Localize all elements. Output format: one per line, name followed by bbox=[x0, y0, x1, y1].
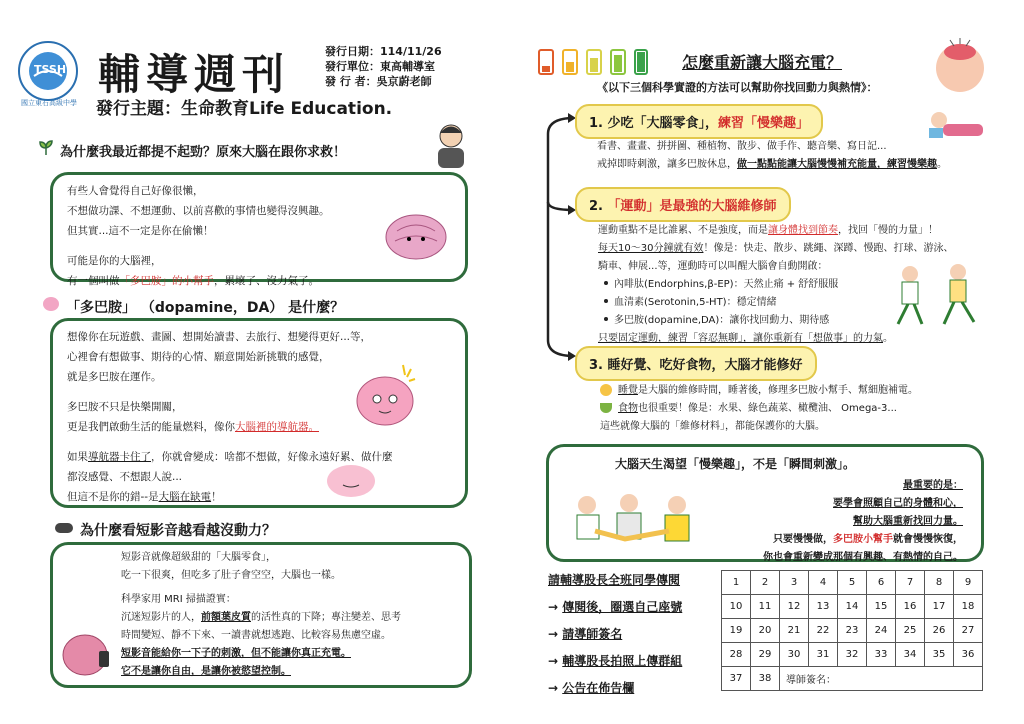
text: 運動重點不是比誰累、不是強度，而是 bbox=[598, 225, 768, 236]
text: 睡覺 bbox=[618, 385, 638, 396]
text: 的活性真的下降；專注變差、思考 bbox=[251, 612, 401, 623]
seat-cell[interactable]: 17 bbox=[925, 595, 954, 619]
gamepad-icon bbox=[54, 520, 74, 534]
seat-cell[interactable]: 22 bbox=[809, 619, 838, 643]
sleep-icon bbox=[600, 384, 612, 396]
grid-row bbox=[722, 571, 983, 595]
text: 請導師簽名 bbox=[562, 627, 623, 641]
seat-cell[interactable]: 2 bbox=[751, 571, 780, 595]
seat-cell[interactable]: 28 bbox=[722, 643, 751, 667]
text: 但這不是你的錯--是 bbox=[67, 491, 159, 503]
logo-bottom-text: 國立東石高級中學 bbox=[21, 99, 77, 107]
instruction-item bbox=[548, 675, 682, 702]
sec2-box bbox=[50, 318, 468, 508]
seat-cell[interactable]: 24 bbox=[867, 619, 896, 643]
text: 輔導股長拍照上傳群組 bbox=[562, 654, 683, 668]
sec1-line bbox=[67, 271, 330, 291]
text: 導航器卡住了 bbox=[88, 451, 151, 463]
seat-cell[interactable]: 38 bbox=[751, 667, 780, 691]
sec3-line: 吃一下很爽，但吃多了肚子會空空，大腦也一樣。 bbox=[121, 570, 341, 581]
seat-cell[interactable]: 20 bbox=[751, 619, 780, 643]
arrow-right-icon: → bbox=[548, 681, 559, 695]
school-logo bbox=[17, 40, 79, 107]
seat-cell[interactable]: 31 bbox=[809, 643, 838, 667]
sec1-line: 但其實...這不一定是你在偷懶！ bbox=[67, 225, 214, 237]
step3-line bbox=[600, 400, 918, 418]
tired-student-illustration bbox=[428, 120, 474, 170]
step2-banner bbox=[575, 187, 791, 222]
seat-cell[interactable]: 26 bbox=[925, 619, 954, 643]
seat-cell[interactable]: 8 bbox=[925, 571, 954, 595]
text: 沉迷短影片的人， bbox=[121, 612, 201, 623]
small-brain-illustration bbox=[323, 461, 379, 501]
signature-label: 導師簽名： bbox=[786, 675, 836, 686]
sec3-heading: 為什麼看短影音越看越沒動力？ bbox=[80, 523, 276, 539]
teamwork-illustration bbox=[565, 491, 709, 557]
newsletter-title: 輔導週刊 bbox=[98, 50, 291, 99]
text: ，累壞了、沒力氣了。 bbox=[214, 275, 319, 287]
summary-box bbox=[546, 444, 984, 562]
seat-cell[interactable]: 16 bbox=[896, 595, 925, 619]
sec3-line: 短影音就像超級甜的「大腦零食」， bbox=[121, 552, 276, 563]
text: 只要固定運動，練習「容忍無聊」，讓你重新有「想做事」的力氣 bbox=[598, 333, 883, 344]
seat-cell[interactable]: 34 bbox=[896, 643, 925, 667]
seat-cell[interactable]: 7 bbox=[896, 571, 925, 595]
seat-cell[interactable]: 27 bbox=[954, 619, 983, 643]
issue-meta bbox=[325, 44, 442, 89]
issue-author: 吳京蔚老師 bbox=[376, 75, 432, 88]
idea-brain-illustration bbox=[353, 361, 423, 431]
step1-line bbox=[597, 156, 947, 174]
text: ，你就會變成：啥都不想做，好像永遠好累、做什麼 bbox=[151, 451, 393, 463]
step2-number: 2. bbox=[589, 199, 608, 214]
seat-cell[interactable]: 23 bbox=[838, 619, 867, 643]
seat-cell[interactable]: 5 bbox=[838, 571, 867, 595]
sec3-line: 它不是讓你自由，是讓你被慾望控制。 bbox=[121, 666, 291, 677]
right-subtitle: 《以下三個科學實證的方法可以幫助你找回動力與熱情》： bbox=[597, 81, 878, 94]
step1-number: 1. bbox=[589, 116, 608, 131]
text: 如果 bbox=[67, 451, 88, 463]
text: 做一點點能讓大腦慢慢補充能量，練習慢樂趣 bbox=[737, 159, 937, 170]
text: 。 bbox=[937, 159, 947, 170]
text: 公告在佈告欄 bbox=[562, 681, 635, 695]
issue-date: 114/11/26 bbox=[380, 45, 442, 58]
step3-line: 這些就像大腦的「維修材料」，都能保護你的大腦。 bbox=[600, 421, 825, 432]
text: 大腦在缺電 bbox=[158, 491, 212, 503]
sec1-line: 有些人會覺得自己好像很懶， bbox=[67, 185, 204, 197]
sec2-line: 多巴胺不只是快樂開關， bbox=[67, 401, 183, 413]
seat-cell[interactable]: 6 bbox=[867, 571, 896, 595]
seat-number-grid bbox=[721, 570, 983, 691]
sec3-line: 短影音能給你一下子的刺激，但不能讓你真正充電。 bbox=[121, 648, 351, 659]
step2-line bbox=[598, 240, 953, 258]
right-title: 怎麼重新讓大腦充電？ bbox=[682, 53, 843, 72]
unit-label: 發行單位： bbox=[325, 60, 380, 73]
step2-line bbox=[598, 222, 953, 240]
step3-line bbox=[600, 382, 918, 400]
charging-head-illustration bbox=[925, 38, 995, 94]
seat-cell[interactable]: 30 bbox=[780, 643, 809, 667]
step3-banner bbox=[575, 346, 817, 381]
sec3-line: 科學家用 MRI 掃描證實： bbox=[121, 594, 236, 605]
arrow-right-icon: → bbox=[548, 600, 559, 614]
seat-cell[interactable]: 12 bbox=[780, 595, 809, 619]
text: ！像是：快走、散步、跳繩、深蹲、慢跑、打球、游泳、 bbox=[703, 243, 954, 254]
text: 有一個叫做 bbox=[67, 275, 120, 287]
instruction-item bbox=[548, 648, 682, 675]
seat-cell[interactable]: 4 bbox=[809, 571, 838, 595]
text: 前額葉皮質 bbox=[201, 612, 251, 623]
teacher-signature-field[interactable] bbox=[780, 667, 983, 691]
text: 更是我們啟動生活的能量燃料，像你 bbox=[67, 421, 235, 433]
sec3-line: 時間變短、靜不下來、一讀書就想逃跑、比較容易焦慮空虛。 bbox=[121, 630, 391, 641]
seat-cell[interactable]: 37 bbox=[722, 667, 751, 691]
step1-highlight: 練習「慢樂趣」 bbox=[718, 116, 810, 131]
seat-cell[interactable]: 9 bbox=[954, 571, 983, 595]
text: 是大腦的維修時間，睡著後，修理多巴胺小幫手、幫細胞補電。 bbox=[638, 385, 918, 396]
instructions-title: 請輔導股長全班同學傳閱 bbox=[548, 573, 681, 587]
seat-cell[interactable]: 3 bbox=[780, 571, 809, 595]
summary-line: 要學會照顧自己的身體和心， bbox=[833, 498, 963, 509]
instruction-item bbox=[548, 621, 682, 648]
sec1-question: 為什麼我最近都提不起勁？原來大腦在跟你求救！ bbox=[60, 145, 347, 160]
text: ！ bbox=[211, 491, 222, 503]
sec3-line bbox=[121, 609, 401, 627]
summary-line: 最重要的是： bbox=[903, 480, 963, 491]
seat-cell[interactable]: 15 bbox=[867, 595, 896, 619]
grid-row bbox=[722, 643, 983, 667]
step2-line: 騎車、伸展...等，運動時可以叫醒大腦會自動開啟： bbox=[598, 261, 828, 272]
seat-cell[interactable]: 11 bbox=[751, 595, 780, 619]
seat-cell[interactable]: 13 bbox=[809, 595, 838, 619]
sec2-line bbox=[67, 417, 393, 437]
arrow-right-icon: → bbox=[548, 627, 559, 641]
seat-cell[interactable]: 1 bbox=[722, 571, 751, 595]
sec2-heading: 「多巴胺」 （dopamine，DA） 是什麼？ bbox=[66, 300, 345, 316]
navigator-highlight: 大腦裡的導航器。 bbox=[235, 421, 319, 433]
text: 只要慢慢做， bbox=[773, 534, 833, 545]
summary-line: 你也會重新變成那個有興趣、有熱情的自己。 bbox=[763, 552, 963, 563]
sec1-line: 可能是你的大腦裡， bbox=[67, 255, 162, 267]
seat-cell[interactable]: 14 bbox=[838, 595, 867, 619]
sec2-line: 就是多巴胺在運作。 bbox=[67, 371, 162, 383]
text: 戒掉即時刺激，讓多巴胺休息， bbox=[597, 159, 737, 170]
seat-cell[interactable]: 32 bbox=[838, 643, 867, 667]
text: 就會慢慢恢復， bbox=[893, 534, 963, 545]
grid-row bbox=[722, 595, 983, 619]
text: 也很重要！像是：水果、綠色蔬菜、橄欖油、 Omega-3... bbox=[638, 403, 897, 414]
seat-cell[interactable]: 36 bbox=[954, 643, 983, 667]
text: 。 bbox=[883, 333, 893, 344]
seat-cell[interactable]: 10 bbox=[722, 595, 751, 619]
step3-number: 3. bbox=[589, 358, 608, 373]
date-label: 發行日期： bbox=[325, 45, 380, 58]
seat-cell[interactable]: 19 bbox=[722, 619, 751, 643]
grid-row bbox=[722, 619, 983, 643]
arrow-right-icon: → bbox=[548, 654, 559, 668]
logo-abbr: TSSH bbox=[34, 63, 67, 76]
brain-icon bbox=[42, 296, 60, 312]
sec1-line: 不想做功課、不想運動、以前喜歡的事情也變得沒興趣。 bbox=[67, 205, 330, 217]
issue-theme: 發行主題：生命教育Life Education. bbox=[96, 99, 393, 119]
grid-row bbox=[722, 667, 983, 691]
step1-banner bbox=[575, 104, 823, 139]
text: 讓身體找到節奏 bbox=[768, 225, 838, 236]
seat-cell[interactable]: 25 bbox=[896, 619, 925, 643]
sec2-line: 心裡會有想做事、期待的心情、願意開始新挑戰的感覺， bbox=[67, 351, 330, 363]
step1-text: 少吃「大腦零食」， bbox=[607, 116, 719, 131]
text: 多巴胺(dopamine,DA)：讓你找回動力、期待感 bbox=[614, 315, 830, 326]
step1-line: 看書、畫畫、拼拼圖、種植物、散步、做手作、聽音樂、寫日記... bbox=[597, 141, 887, 152]
seat-cell[interactable]: 33 bbox=[867, 643, 896, 667]
issue-unit: 東高輔導室 bbox=[380, 60, 435, 73]
seat-cell[interactable]: 21 bbox=[780, 619, 809, 643]
text: 食物 bbox=[618, 403, 638, 414]
text: 血清素(Serotonin,5-HT)：穩定情緒 bbox=[614, 297, 777, 308]
text: 傳閱後，圈選自己座號 bbox=[562, 600, 683, 614]
text: ，找回「慢的力量」！ bbox=[838, 225, 938, 236]
flow-arrow-bracket bbox=[538, 112, 578, 362]
text: 每天10～30分鐘就有效 bbox=[598, 243, 704, 254]
text: 內啡肽(Endorphins,β-EP)：天然止痛 + 舒舒服服 bbox=[614, 279, 839, 290]
step3-text: 睡好覺、吃好食物，大腦才能修好 bbox=[607, 358, 803, 373]
seat-cell[interactable]: 29 bbox=[751, 643, 780, 667]
sec2-line: 想像你在玩遊戲、畫圖、想開始讀書、去旅行、想變得更好...等， bbox=[67, 331, 372, 343]
sec2-line: 都沒感覺、不想跟人說... bbox=[67, 471, 183, 483]
instruction-item bbox=[548, 594, 682, 621]
summary-line: 幫助大腦重新找回力量。 bbox=[853, 516, 963, 527]
sec1-box bbox=[50, 172, 468, 287]
food-icon bbox=[600, 403, 612, 413]
seat-cell[interactable]: 18 bbox=[954, 595, 983, 619]
sec3-box bbox=[50, 542, 472, 688]
exercising-kids-illustration bbox=[888, 260, 988, 326]
dopamine-helper-highlight: 「多巴胺」的小幫手 bbox=[119, 275, 214, 287]
summary-line bbox=[763, 531, 963, 549]
summary-headline: 大腦天生渴望「慢樂趣」，不是「瞬間刺激」。 bbox=[615, 457, 856, 471]
phone-brain-illustration bbox=[59, 625, 117, 683]
sad-brain-illustration bbox=[383, 211, 449, 263]
author-label: 發 行 者： bbox=[325, 75, 377, 88]
battery-icons bbox=[537, 46, 649, 76]
text: 多巴胺小幫手 bbox=[833, 534, 893, 545]
seat-cell[interactable]: 35 bbox=[925, 643, 954, 667]
step2-highlight: 「運動」是最強的大腦維修師 bbox=[607, 199, 777, 214]
sprout-icon bbox=[38, 140, 54, 156]
